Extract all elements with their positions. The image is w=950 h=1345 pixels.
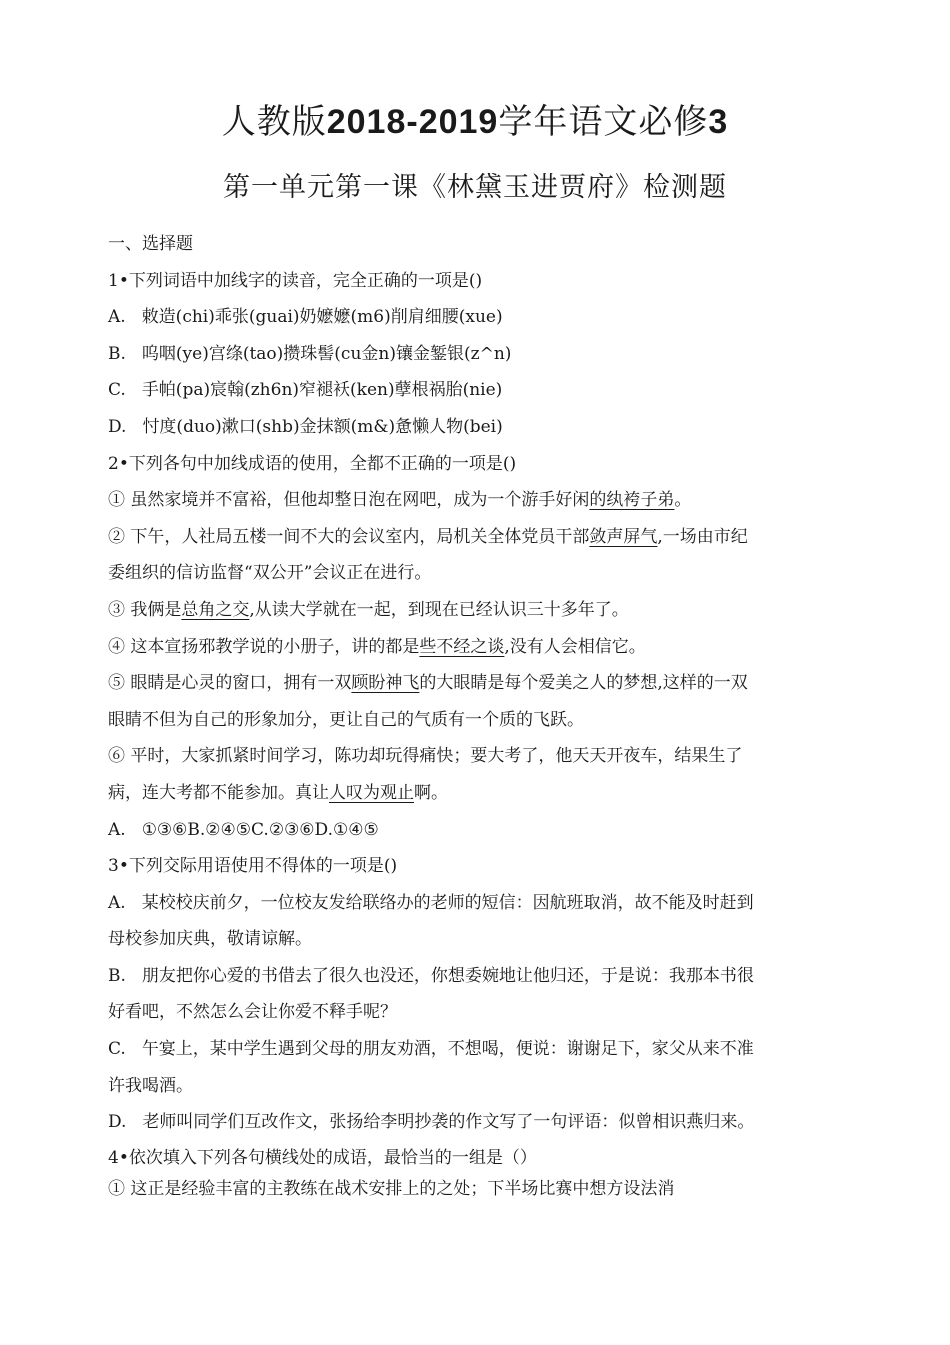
question-3-option-c: C. 午宴上，某中学生遇到父母的朋友劝酒，不想喝，便说：谢谢足下，家父从来不准 <box>108 1039 754 1060</box>
question-3-option-a-cont: 母校参加庆典，敬请谅解。 <box>108 929 312 950</box>
question-2-sentence-2: ② 下午，人社局五楼一间不大的会议室内，局机关全体党员干部敛声屏气,一场由市纪 <box>108 526 748 547</box>
document-body <box>108 226 843 1207</box>
document-title: 人教版2018-2019学年语文必修3 <box>221 102 729 142</box>
question-1-option-d: D. 忖度(duo)漱口(shb)金抹额(m&)惫懒人物(bei) <box>108 416 503 437</box>
question-2-sentence-4: ④ 这本宣扬邪教学说的小册子，讲的都是些不经之谈,没有人会相信它。 <box>108 636 646 657</box>
question-4-sentence-1: ① 这正是经验丰富的主教练在战术安排上的之处；下半场比赛中想方设法消 <box>108 1178 675 1199</box>
underlined-idiom: 些不经之谈 <box>419 636 505 657</box>
underlined-idiom: 顾盼神飞 <box>351 673 420 694</box>
question-1-stem: 1•下列词语中加线字的读音，完全正确的一项是() <box>108 270 483 291</box>
question-2-sentence-6-cont: 病，连大考都不能参加。真让人叹为观止啊。 <box>108 782 448 803</box>
question-2-options: A. ①③⑥B.②④⑤C.②③⑥D.①④⑤ <box>108 819 379 840</box>
question-3-option-d: D. 老师叫同学们互改作文，张扬给李明抄袭的作文写了一句评语：似曾相识燕归来。 <box>108 1112 755 1133</box>
question-3-option-b: B. 朋友把你心爱的书借去了很久也没还，你想委婉地让他归还，于是说：我那本书很 <box>108 965 754 986</box>
section-heading: 一、选择题 <box>108 234 193 254</box>
document-subtitle: 第一单元第一课《林黛玉进贾府》检测题 <box>223 172 727 203</box>
question-2-stem: 2•下列各句中加线成语的使用，全都不正确的一项是() <box>108 453 517 474</box>
underlined-idiom: 敛声屏气 <box>589 526 658 547</box>
question-2-sentence-5-cont: 眼睛不但为自己的形象加分，更让自己的气质有一个质的飞跃。 <box>108 709 584 730</box>
question-3-option-c-cont: 许我喝酒。 <box>108 1075 193 1096</box>
question-4-stem: 4•依次填入下列各句横线处的成语，最恰当的一组是（） <box>108 1147 537 1168</box>
underlined-idiom: 总角之交 <box>181 599 250 620</box>
question-2-sentence-5: ⑤ 眼睛是心灵的窗口，拥有一双顾盼神飞的大眼睛是每个爱美之人的梦想,这样的一双 <box>108 673 748 694</box>
question-1-option-a: A. 敕造(chi)乖张(guai)奶嬷嬷(m6)削肩细腰(xue) <box>108 307 503 328</box>
question-3-stem: 3•下列交际用语使用不得体的一项是() <box>108 856 398 877</box>
underlined-idiom: 人叹为观止 <box>329 782 414 803</box>
question-3-option-b-cont: 好看吧，不然怎么会让你爱不释手呢？ <box>108 1002 397 1023</box>
question-2-sentence-1: ① 虽然家境并不富裕，但他却整日泡在网吧，成为一个游手好闲的纨袴子弟。 <box>108 490 692 511</box>
underlined-idiom: 的纨袴子弟 <box>589 490 675 511</box>
question-2-sentence-3: ③ 我俩是总角之交,从读大学就在一起，到现在已经认识三十多年了。 <box>108 599 629 620</box>
question-3-option-a: A. 某校校庆前夕，一位校友发给联络办的老师的短信：因航班取消，故不能及时赶到 <box>108 892 754 913</box>
question-2-sentence-6: ⑥ 平时，大家抓紧时间学习，陈功却玩得痛快；要大考了，他天天开夜车，结果生了 <box>108 746 743 767</box>
question-1-option-c: C. 手帕(pa)宸翰(zh6n)窄褪袄(ken)孽根祸胎(nie) <box>108 380 503 401</box>
question-1-option-b: B. 呜咽(ye)宫绦(tao)攒珠髻(cu金n)镶金錾银(z^n) <box>108 343 512 364</box>
question-2-sentence-2-cont: 委组织的信访监督“双公开”会议正在进行。 <box>108 563 432 584</box>
